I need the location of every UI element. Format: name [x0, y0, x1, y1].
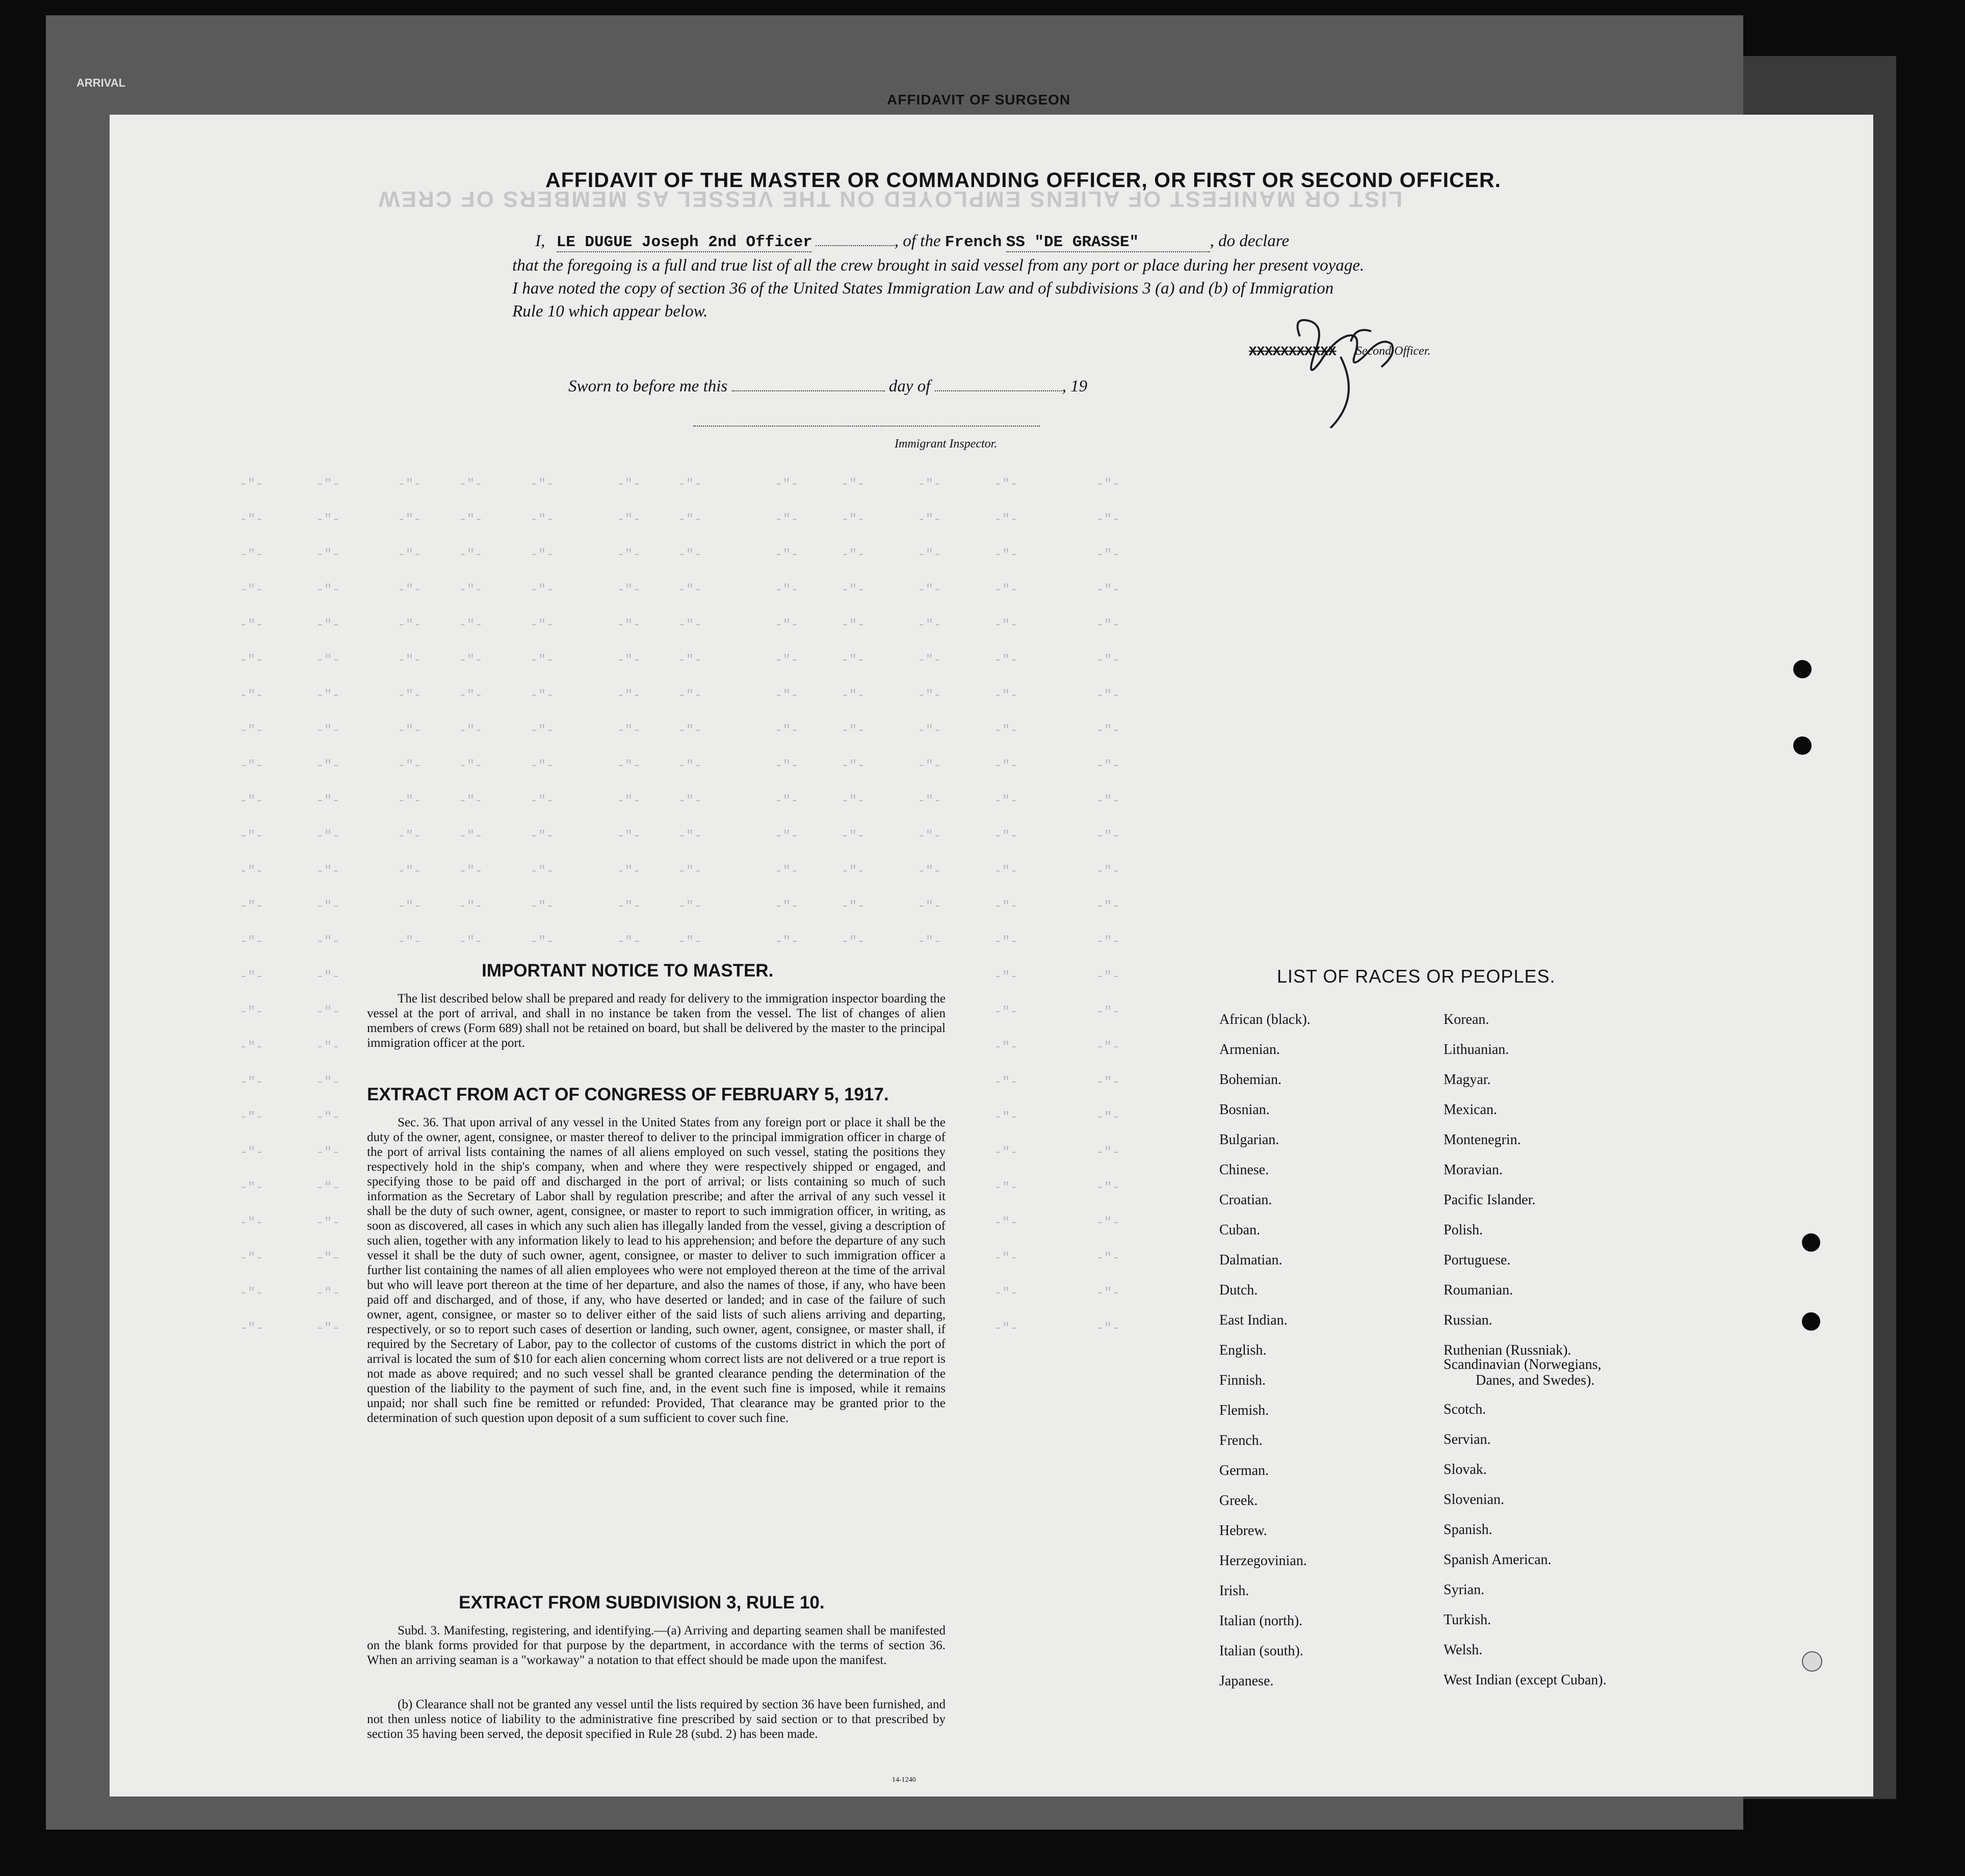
bleed-through-mark: -"-	[316, 758, 340, 773]
bleed-through-mark: -"-	[918, 652, 941, 668]
bleed-through-mark: -"-	[398, 617, 422, 632]
race-entry: Slovak.	[1444, 1462, 1487, 1477]
bleed-through-mark: -"-	[240, 1145, 264, 1160]
bleed-through-mark: -"-	[398, 758, 422, 773]
bleed-through-mark: -"-	[1096, 828, 1120, 843]
bleed-through-mark: -"-	[841, 793, 865, 808]
bleed-through-mark: -"-	[775, 688, 799, 703]
inspector-signature-line	[693, 426, 1040, 427]
bleed-through-mark: -"-	[398, 863, 422, 879]
bleed-through-mark: -"-	[994, 1004, 1018, 1019]
binder-hole	[1802, 1233, 1820, 1252]
bleed-through-mark: -"-	[316, 934, 340, 949]
bleed-through-mark: -"-	[316, 723, 340, 738]
bleed-through-mark: -"-	[678, 934, 702, 949]
bleed-through-mark: -"-	[240, 899, 264, 914]
bleed-through-mark: -"-	[994, 1320, 1018, 1336]
bleed-through-mark: -"-	[316, 1180, 340, 1195]
bleed-through-mark: -"-	[994, 758, 1018, 773]
bleed-through-mark: -"-	[530, 512, 554, 527]
race-entry: Mexican.	[1444, 1102, 1497, 1118]
race-entry: Bohemian.	[1219, 1072, 1282, 1088]
race-entry: Spanish American.	[1444, 1552, 1552, 1568]
bleed-through-mark: -"-	[1096, 863, 1120, 879]
bleed-through-mark: -"-	[1096, 688, 1120, 703]
bleed-through-mark: -"-	[678, 547, 702, 562]
race-entry: Greek.	[1219, 1493, 1258, 1509]
bleed-through-mark: -"-	[617, 793, 641, 808]
race-entry: Scandinavian (Norwegians,	[1444, 1357, 1602, 1372]
declaration-line-1	[535, 232, 1289, 252]
bleed-through-mark: -"-	[841, 617, 865, 632]
bleed-through-mark: -"-	[240, 1004, 264, 1019]
race-entry: Portuguese.	[1444, 1252, 1511, 1268]
bleed-through-mark: -"-	[617, 828, 641, 843]
race-entry: Japanese.	[1219, 1673, 1274, 1689]
sworn-day-of: day of	[888, 377, 931, 395]
bleed-through-mark: -"-	[678, 758, 702, 773]
bleed-through-mark: -"-	[316, 512, 340, 527]
bleed-through-mark: -"-	[530, 934, 554, 949]
bleed-through-mark: -"-	[1096, 1039, 1120, 1054]
bleed-through-mark: -"-	[316, 1004, 340, 1019]
bleed-through-mark: -"-	[530, 652, 554, 668]
race-entry: Dalmatian.	[1219, 1252, 1282, 1268]
race-entry: Cuban.	[1219, 1222, 1261, 1238]
bleed-through-mark: -"-	[240, 1215, 264, 1230]
bleed-through-mark: -"-	[841, 723, 865, 738]
bleed-through-mark: -"-	[918, 793, 941, 808]
bleed-through-mark: -"-	[240, 723, 264, 738]
race-entry: Russian.	[1444, 1312, 1492, 1328]
bleed-through-mark: -"-	[994, 547, 1018, 562]
bleed-through-mark: -"-	[240, 582, 264, 597]
bleed-through-mark: -"-	[617, 652, 641, 668]
bleed-through-mark: -"-	[240, 477, 264, 492]
bleed-through-mark: -"-	[530, 899, 554, 914]
bleed-through-mark: -"-	[775, 793, 799, 808]
bleed-through-mark: -"-	[775, 828, 799, 843]
notice-text: The list described below shall be prepared and ready for delivery to the immigration inspector boarding the vessel at the port of arrival, and shall in no instance be taken from the vessel. The list of changes of alien members of crews (Form 689) shall not be retained on board, but shall be delivered by the master to the principal immigration officer at the port.	[367, 992, 946, 1050]
bleed-through-mark: -"-	[398, 477, 422, 492]
form-number: 14-1240	[892, 1776, 916, 1784]
bleed-through-mark: -"-	[617, 688, 641, 703]
bleed-through-mark: -"-	[240, 512, 264, 527]
races-heading: LIST OF RACES OR PEOPLES.	[1277, 966, 1556, 987]
declaration-line-3: I have noted the copy of section 36 of the United States Immigration Law and of subdivisions 3 (a) and (b) of Immigration	[512, 279, 1334, 298]
bleed-through-mark: -"-	[240, 1285, 264, 1301]
bleed-through-mark: -"-	[240, 1320, 264, 1336]
bleed-through-mark: -"-	[841, 477, 865, 492]
bleed-through-mark: -"-	[678, 512, 702, 527]
bleed-through-mark: -"-	[316, 617, 340, 632]
bleed-through-mark: -"-	[459, 617, 483, 632]
bleed-through-mark: -"-	[678, 582, 702, 597]
race-entry: Irish.	[1219, 1583, 1249, 1599]
bleed-through-mark: -"-	[530, 758, 554, 773]
bleed-through-manifest-title: LIST OR MANIFEST OF ALIENS EMPLOYED ON THE VESSEL AS MEMBERS OF CREW	[377, 187, 1403, 212]
bleed-through-mark: -"-	[617, 582, 641, 597]
race-entry: Danes, and Swedes).	[1476, 1372, 1595, 1388]
bleed-through-mark: -"-	[994, 723, 1018, 738]
race-entry: English.	[1219, 1342, 1267, 1358]
bleed-through-mark: -"-	[530, 688, 554, 703]
race-entry: Syrian.	[1444, 1582, 1485, 1598]
bleed-through-mark: -"-	[316, 969, 340, 984]
bleed-through-mark: -"-	[994, 1250, 1018, 1265]
race-entry: Hebrew.	[1219, 1523, 1267, 1539]
bleed-through-mark: -"-	[994, 1215, 1018, 1230]
race-entry: Pacific Islander.	[1444, 1192, 1536, 1208]
declaration-line-4: Rule 10 which appear below.	[512, 302, 708, 321]
race-entry: Servian.	[1444, 1432, 1491, 1447]
bleed-through-mark: -"-	[1096, 652, 1120, 668]
bleed-through-mark: -"-	[398, 512, 422, 527]
race-entry: Welsh.	[1444, 1642, 1483, 1658]
bleed-through-mark: -"-	[994, 934, 1018, 949]
race-entry: Armenian.	[1219, 1042, 1280, 1058]
bleed-through-mark: -"-	[459, 723, 483, 738]
bleed-through-mark: -"-	[841, 899, 865, 914]
notice-heading: IMPORTANT NOTICE TO MASTER.	[482, 961, 774, 981]
bleed-through-mark: -"-	[240, 1039, 264, 1054]
bleed-through-mark: -"-	[918, 477, 941, 492]
bleed-through-mark: -"-	[240, 1074, 264, 1090]
officer-signature	[1244, 306, 1437, 428]
race-entry: Korean.	[1444, 1012, 1489, 1027]
bleed-through-mark: -"-	[459, 688, 483, 703]
bleed-through-mark: -"-	[459, 547, 483, 562]
bleed-through-mark: -"-	[994, 1285, 1018, 1301]
bleed-through-mark: -"-	[316, 1250, 340, 1265]
bleed-through-mark: -"-	[775, 547, 799, 562]
rule-extract-heading: EXTRACT FROM SUBDIVISION 3, RULE 10.	[459, 1593, 825, 1613]
affidavit-title: AFFIDAVIT OF THE MASTER OR COMMANDING OFFICER, OR FIRST OR SECOND OFFICER.	[545, 168, 1501, 192]
underlying-sheet-title: AFFIDAVIT OF SURGEON	[887, 92, 1071, 108]
bleed-through-mark: -"-	[316, 547, 340, 562]
underlying-corner-label: ARRIVAL	[76, 76, 126, 89]
race-entry: Montenegrin.	[1444, 1132, 1521, 1148]
of-the-text: , of the	[894, 232, 941, 250]
bleed-through-mark: -"-	[1096, 1145, 1120, 1160]
bleed-through-mark: -"-	[678, 793, 702, 808]
race-entry: Ruthenian (Russniak).	[1444, 1342, 1571, 1358]
bleed-through-mark: -"-	[1096, 1004, 1120, 1019]
bleed-through-mark: -"-	[398, 688, 422, 703]
bleed-through-mark: -"-	[459, 828, 483, 843]
signature-title: Second Officer.	[1356, 345, 1431, 358]
bleed-through-mark: -"-	[918, 617, 941, 632]
bleed-through-mark: -"-	[841, 582, 865, 597]
binder-hole	[1802, 1651, 1822, 1672]
declare-text: , do declare	[1210, 232, 1290, 250]
bleed-through-mark: -"-	[918, 723, 941, 738]
bleed-through-mark: -"-	[240, 1180, 264, 1195]
bleed-through-mark: -"-	[240, 652, 264, 668]
bleed-through-mark: -"-	[398, 793, 422, 808]
bleed-through-mark: -"-	[994, 1074, 1018, 1090]
bleed-through-mark: -"-	[530, 793, 554, 808]
binder-hole	[1802, 1312, 1820, 1331]
bleed-through-mark: -"-	[316, 1074, 340, 1090]
bleed-through-mark: -"-	[617, 758, 641, 773]
sworn-year: , 19	[1062, 377, 1088, 395]
bleed-through-mark: -"-	[617, 863, 641, 879]
bleed-through-mark: -"-	[994, 1109, 1018, 1125]
bleed-through-mark: -"-	[678, 652, 702, 668]
bleed-through-mark: -"-	[459, 582, 483, 597]
bleed-through-mark: -"-	[240, 863, 264, 879]
bleed-through-mark: -"-	[994, 828, 1018, 843]
vessel-name-field: SS "DE GRASSE"	[1006, 233, 1210, 252]
bleed-through-mark: -"-	[678, 828, 702, 843]
bleed-through-mark: -"-	[617, 617, 641, 632]
bleed-through-mark: -"-	[459, 652, 483, 668]
bleed-through-mark: -"-	[459, 477, 483, 492]
race-entry: Turkish.	[1444, 1612, 1491, 1628]
bleed-through-mark: -"-	[459, 512, 483, 527]
rule-extract-para-a: Subd. 3. Manifesting, registering, and identifying.—(a) Arriving and departing seamen shall be manifested on the blank forms provided for that purpose by the department, in accordance with the terms of section 36. When an arriving seaman is a "workaway" a notation to that effect should be made upon the manifest.	[367, 1624, 946, 1667]
bleed-through-mark: -"-	[775, 758, 799, 773]
bleed-through-mark: -"-	[678, 477, 702, 492]
bleed-through-mark: -"-	[918, 512, 941, 527]
bleed-through-mark: -"-	[1096, 1215, 1120, 1230]
bleed-through-mark: -"-	[841, 547, 865, 562]
struck-officer-title: XXXXXXXXXXX	[1249, 344, 1337, 359]
race-entry: African (black).	[1219, 1012, 1311, 1027]
bleed-through-mark: -"-	[316, 1215, 340, 1230]
bleed-through-mark: -"-	[316, 1039, 340, 1054]
bleed-through-mark: -"-	[240, 617, 264, 632]
bleed-through-mark: -"-	[775, 617, 799, 632]
bleed-through-mark: -"-	[1096, 1180, 1120, 1195]
bleed-through-mark: -"-	[994, 652, 1018, 668]
bleed-through-mark: -"-	[240, 1250, 264, 1265]
bleed-through-mark: -"-	[398, 652, 422, 668]
bleed-through-mark: -"-	[617, 899, 641, 914]
bleed-through-mark: -"-	[775, 512, 799, 527]
bleed-through-mark: -"-	[994, 1180, 1018, 1195]
race-entry: Spanish.	[1444, 1522, 1492, 1538]
bleed-through-mark: -"-	[1096, 582, 1120, 597]
bleed-through-mark: -"-	[1096, 512, 1120, 527]
bleed-through-mark: -"-	[617, 723, 641, 738]
bleed-through-mark: -"-	[316, 688, 340, 703]
sworn-month-field	[935, 390, 1062, 391]
bleed-through-mark: -"-	[918, 582, 941, 597]
bleed-through-mark: -"-	[240, 969, 264, 984]
bleed-through-mark: -"-	[1096, 617, 1120, 632]
bleed-through-mark: -"-	[775, 582, 799, 597]
bleed-through-mark: -"-	[918, 899, 941, 914]
bleed-through-mark: -"-	[841, 863, 865, 879]
bleed-through-mark: -"-	[316, 1145, 340, 1160]
bleed-through-mark: -"-	[918, 547, 941, 562]
bleed-through-mark: -"-	[316, 1285, 340, 1301]
race-entry: Italian (south).	[1219, 1643, 1303, 1659]
bleed-through-mark: -"-	[1096, 1285, 1120, 1301]
race-entry: Dutch.	[1219, 1282, 1258, 1298]
bleed-through-mark: -"-	[678, 863, 702, 879]
act-extract-text: Sec. 36. That upon arrival of any vessel in the United States from any foreign port or place it shall be the duty of the owner, agent, consignee, or master thereof to deliver to the principal immigration officer in charge of the port of arrival lists containing the names of all aliens employed on such vessel, stating the positions they respectively hold in the ship's company, when and where they were respectively shipped or engaged, and specifying those to be paid off and discharged in the port of arrival; or lists containing so much of such information as the Secretary of Labor shall by regulation prescribe; and after the arrival of any such vessel it shall be the duty of such owner, agent, consignee, or master to report to such immigration officer, in writing, as soon as discovered, all cases in which any such alien has illegally landed from the vessel, giving a description of such alien, together with any information likely to lead to his apprehension; and before the departure of any such vessel it shall be the duty of such owner, agent, consignee, or master to deliver to such immigration officer a further list containing the names of all alien employees who were not employed thereon at the time of the arrival but who will leave port thereon at the time of her departure, and also the names of those, if any, who have been paid off and discharged, and of those, if any, who have deserted or landed; and in case of the failure of such owner, agent, consignee, or master so to deliver either of the said lists of such aliens arriving and departing, respectively, or so to report such cases of desertion or landing, such owner, agent, consignee, or master shall, if required by the Secretary of Labor, pay to the collector of customs of the customs district in which the port of arrival is located the sum of $10 for each alien concerning whom correct lists are not delivered or a true report is not made as above required; and no such vessel shall be granted clearance pending the determination of the question of the liability to the payment of such fine, and, in the event such fine is imposed, while it remains unpaid; nor shall such fine be remitted or refunded: Provided, That clearance may be granted prior to the determination of such question upon deposit of a sum sufficient to cover such fine.	[367, 1116, 946, 1425]
bleed-through-mark: -"-	[530, 617, 554, 632]
bleed-through-mark: -"-	[1096, 1109, 1120, 1125]
race-entry: Bosnian.	[1219, 1102, 1270, 1118]
bleed-through-mark: -"-	[678, 899, 702, 914]
bleed-through-mark: -"-	[530, 582, 554, 597]
affidavit-page	[110, 115, 1873, 1796]
bleed-through-mark: -"-	[316, 863, 340, 879]
bleed-through-mark: -"-	[316, 1320, 340, 1336]
bleed-through-mark: -"-	[240, 828, 264, 843]
bleed-through-mark: -"-	[841, 512, 865, 527]
race-entry: Polish.	[1444, 1222, 1483, 1238]
bleed-through-mark: -"-	[398, 899, 422, 914]
bleed-through-mark: -"-	[1096, 723, 1120, 738]
bleed-through-mark: -"-	[994, 1039, 1018, 1054]
bleed-through-mark: -"-	[775, 723, 799, 738]
bleed-through-mark: -"-	[240, 758, 264, 773]
race-entry: Moravian.	[1444, 1162, 1503, 1178]
bleed-through-mark: -"-	[841, 688, 865, 703]
race-entry: Italian (north).	[1219, 1613, 1303, 1629]
bleed-through-mark: -"-	[240, 547, 264, 562]
race-entry: Herzegovinian.	[1219, 1553, 1307, 1569]
bleed-through-mark: -"-	[1096, 1074, 1120, 1090]
sworn-day-field	[732, 390, 885, 391]
bleed-through-mark: -"-	[775, 899, 799, 914]
bleed-through-mark: -"-	[994, 512, 1018, 527]
bleed-through-mark: -"-	[617, 477, 641, 492]
bleed-through-mark: -"-	[1096, 547, 1120, 562]
rule-extract-para-b: (b) Clearance shall not be granted any vessel until the lists required by section 36 have been furnished, and not then unless notice of liability to the administrative fine prescribed by said section or to that prescribed by section 35 having been served, the deposit specified in Rule 28 (subd. 2) has been made.	[367, 1698, 946, 1741]
bleed-through-mark: -"-	[316, 582, 340, 597]
bleed-through-mark: -"-	[1096, 1250, 1120, 1265]
race-entry: Scotch.	[1444, 1402, 1486, 1417]
bleed-through-mark: -"-	[240, 934, 264, 949]
race-entry: Bulgarian.	[1219, 1132, 1279, 1148]
act-extract-heading: EXTRACT FROM ACT OF CONGRESS OF FEBRUARY 5, 1917.	[367, 1085, 889, 1104]
bleed-through-mark: -"-	[994, 477, 1018, 492]
bleed-through-mark: -"-	[775, 863, 799, 879]
bleed-through-mark: -"-	[1096, 899, 1120, 914]
bleed-through-mark: -"-	[617, 547, 641, 562]
bleed-through-mark: -"-	[994, 617, 1018, 632]
bleed-through-mark: -"-	[678, 688, 702, 703]
bleed-through-mark: -"-	[530, 477, 554, 492]
bleed-through-mark: -"-	[316, 1109, 340, 1125]
bleed-through-mark: -"-	[775, 477, 799, 492]
sworn-line	[568, 377, 1087, 396]
bleed-through-mark: -"-	[240, 688, 264, 703]
bleed-through-mark: -"-	[617, 512, 641, 527]
bleed-through-mark: -"-	[775, 652, 799, 668]
bleed-through-mark: -"-	[918, 758, 941, 773]
race-entry: Roumanian.	[1444, 1282, 1513, 1298]
race-entry: German.	[1219, 1463, 1269, 1478]
bleed-through-mark: -"-	[316, 477, 340, 492]
bleed-through-mark: -"-	[459, 793, 483, 808]
declaration-prefix: I,	[535, 232, 545, 250]
race-entry: Chinese.	[1219, 1162, 1269, 1178]
bleed-through-mark: -"-	[1096, 1320, 1120, 1336]
race-entry: Croatian.	[1219, 1192, 1272, 1208]
bleed-through-mark: -"-	[530, 723, 554, 738]
bleed-through-mark: -"-	[459, 899, 483, 914]
bleed-through-mark: -"-	[994, 688, 1018, 703]
bleed-through-mark: -"-	[617, 934, 641, 949]
bleed-through-mark: -"-	[994, 969, 1018, 984]
bleed-through-mark: -"-	[240, 793, 264, 808]
bleed-through-mark: -"-	[316, 828, 340, 843]
bleed-through-mark: -"-	[398, 723, 422, 738]
bleed-through-mark: -"-	[240, 1109, 264, 1125]
bleed-through-mark: -"-	[994, 899, 1018, 914]
bleed-through-mark: -"-	[994, 582, 1018, 597]
bleed-through-mark: -"-	[530, 863, 554, 879]
race-entry: Lithuanian.	[1444, 1042, 1509, 1058]
bleed-through-mark: -"-	[530, 828, 554, 843]
bleed-through-mark: -"-	[994, 863, 1018, 879]
bleed-through-mark: -"-	[1096, 934, 1120, 949]
bleed-through-mark: -"-	[316, 899, 340, 914]
bleed-through-mark: -"-	[918, 828, 941, 843]
race-entry: French.	[1219, 1433, 1263, 1448]
race-entry: East Indian.	[1219, 1312, 1288, 1328]
binder-hole	[1793, 660, 1812, 678]
bleed-through-mark: -"-	[918, 863, 941, 879]
bleed-through-mark: -"-	[316, 793, 340, 808]
bleed-through-mark: -"-	[459, 758, 483, 773]
bleed-through-mark: -"-	[1096, 758, 1120, 773]
bleed-through-mark: -"-	[1096, 969, 1120, 984]
declaration-line-2: that the foregoing is a full and true list of all the crew brought in said vessel from any port or place during her present voyage.	[512, 256, 1365, 275]
binder-hole	[1793, 736, 1812, 755]
bleed-through-mark: -"-	[316, 652, 340, 668]
bleed-through-mark: -"-	[530, 547, 554, 562]
bleed-through-mark: -"-	[398, 547, 422, 562]
bleed-through-mark: -"-	[994, 793, 1018, 808]
sworn-prefix: Sworn to before me this	[568, 377, 728, 395]
race-entry: Flemish.	[1219, 1403, 1269, 1418]
officer-name-field: LE DUGUE Joseph 2nd Officer	[556, 233, 813, 251]
bleed-through-mark: -"-	[1096, 793, 1120, 808]
bleed-through-mark: -"-	[775, 934, 799, 949]
inspector-label: Immigrant Inspector.	[895, 437, 998, 451]
race-entry: Magyar.	[1444, 1072, 1491, 1088]
bleed-through-mark: -"-	[1096, 477, 1120, 492]
bleed-through-mark: -"-	[841, 652, 865, 668]
bleed-through-mark: -"-	[398, 934, 422, 949]
race-entry: Slovenian.	[1444, 1492, 1504, 1508]
bleed-through-mark: -"-	[678, 617, 702, 632]
bleed-through-mark: -"-	[678, 723, 702, 738]
bleed-through-mark: -"-	[398, 828, 422, 843]
bleed-through-mark: -"-	[841, 934, 865, 949]
bleed-through-mark: -"-	[459, 934, 483, 949]
bleed-through-mark: -"-	[398, 582, 422, 597]
race-entry: Finnish.	[1219, 1372, 1266, 1388]
bleed-through-mark: -"-	[994, 1145, 1018, 1160]
bleed-through-mark: -"-	[918, 934, 941, 949]
bleed-through-mark: -"-	[918, 688, 941, 703]
race-entry: West Indian (except Cuban).	[1444, 1672, 1607, 1688]
bleed-through-mark: -"-	[459, 863, 483, 879]
bleed-through-mark: -"-	[841, 758, 865, 773]
bleed-through-mark: -"-	[841, 828, 865, 843]
nationality-field: French	[945, 233, 1002, 251]
